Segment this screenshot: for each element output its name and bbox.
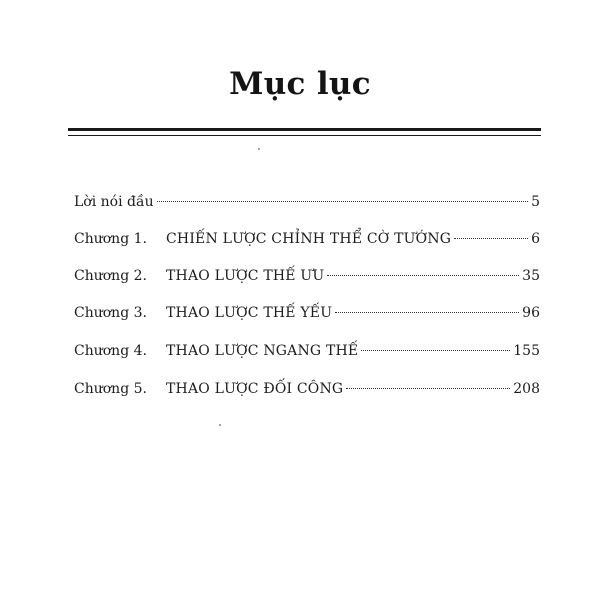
dot-leader [327, 275, 519, 276]
paper-speck [258, 148, 260, 150]
toc-page-number: 96 [522, 305, 540, 321]
toc-page-number: 208 [513, 381, 540, 397]
toc-chapter-number: Chương 5. [74, 381, 147, 397]
toc-chapter-number: Chương 1. [74, 231, 147, 247]
toc-chapter-title: THAO LƯỢC NGANG THẾ [166, 343, 359, 359]
toc-chapter-number: Chương 4. [74, 343, 147, 359]
title-rule-thick [68, 128, 541, 131]
toc-chapter-title: THAO LƯỢC THẾ ƯU [166, 268, 325, 284]
dot-leader [361, 350, 510, 351]
dot-leader [454, 238, 528, 239]
toc-entry-chapter-5[interactable] [74, 381, 540, 405]
toc-entry-preface[interactable] [74, 194, 540, 218]
toc-chapter-number: Chương 3. [74, 305, 147, 321]
toc-entry-chapter-3[interactable] [74, 305, 540, 329]
title-rule-thin [68, 135, 541, 136]
toc-chapter-title: CHIẾN LƯỢC CHỈNH THỂ CỜ TƯỚNG [166, 231, 452, 247]
toc-chapter-title: THAO LƯỢC ĐỐI CÔNG [166, 381, 344, 397]
paper-speck [219, 424, 221, 426]
dot-leader [335, 312, 519, 313]
toc-page-number: 35 [522, 268, 540, 284]
toc-entry-label: Lời nói đầu [74, 194, 154, 210]
toc-entry-chapter-4[interactable] [74, 343, 540, 367]
dot-leader [346, 388, 510, 389]
toc-entry-chapter-2[interactable] [74, 268, 540, 292]
toc-page-number: 155 [513, 343, 540, 359]
toc-chapter-title: THAO LƯỢC THẾ YẾU [166, 305, 333, 321]
toc-entry-chapter-1[interactable] [74, 231, 540, 255]
toc-chapter-number: Chương 2. [74, 268, 147, 284]
dot-leader [157, 201, 528, 202]
toc-page-number: 6 [531, 231, 540, 247]
toc-page-number: 5 [531, 194, 540, 210]
page-title: Mục lục [229, 66, 371, 102]
